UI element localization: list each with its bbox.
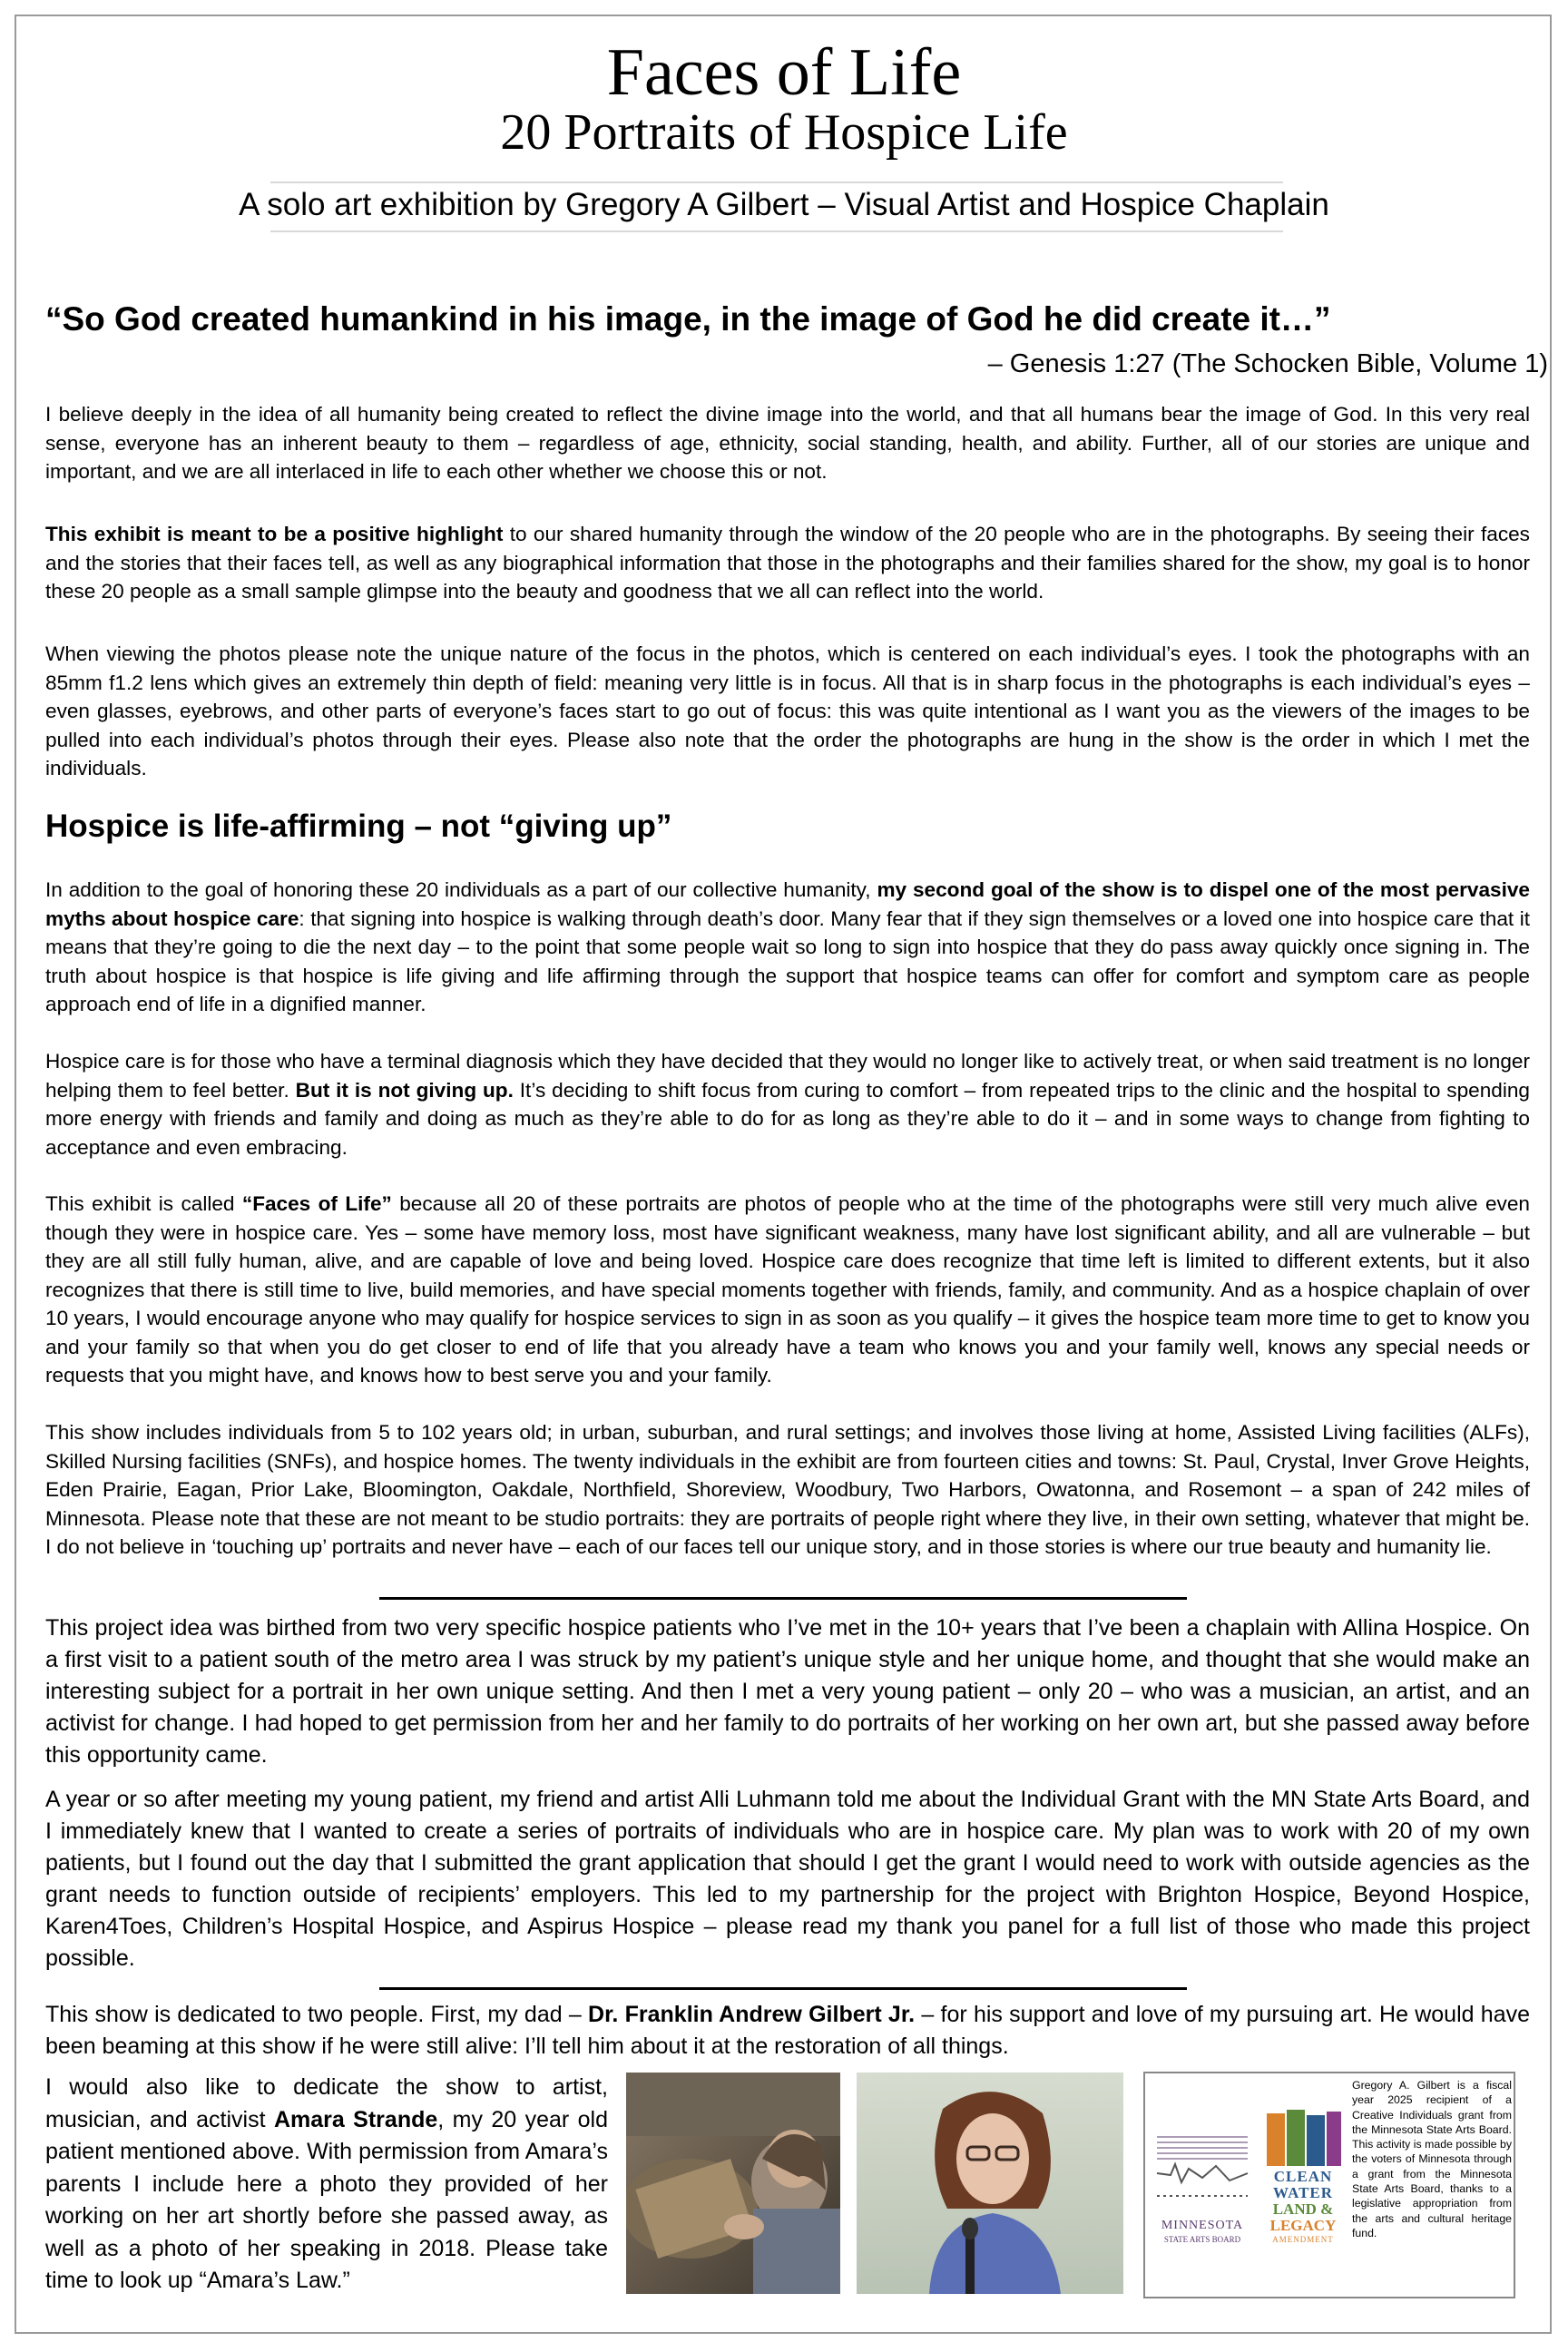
ded2-b: , my 20 year old patient mentioned above. With permission from Amara’s parents I include here a photo they provided of her working on her art shortly before she passed away, as well as a photo of her speaking in 2018. Please take time to look up “Amara’s Law.”	[45, 2106, 608, 2293]
legacy-line5: AMENDMENT	[1272, 2235, 1334, 2244]
s2p2-b: It’s deciding to shift focus from curing to comfort – from repeated trips to the clinic and the hospital to spending more energy with friends and family and doing as much as they’re able to do for as long as they’re able to do it – and in some ways to change from fighting to acceptance and even embracing.	[45, 1078, 1530, 1159]
dedication-paragraph-2	[45, 2072, 608, 2298]
ded2-bold: Amara Strande	[273, 2106, 438, 2132]
dedication-paragraph-1	[45, 1999, 1530, 2063]
s2p2-a: Hospice care is for those who have a terminal diagnosis which they have decided that they would no longer like to actively treat, or when said treatment is no longer helping them to feel better.	[45, 1050, 1530, 1102]
s2p2-bold: But it is not giving up.	[295, 1078, 514, 1102]
s2p3-b: because all 20 of these portraits are photos of people who at the time of the photographs were still very much alive even though they were in hospice care. Yes – some have memory loss, most have significant weakness, many have lost significant ability, and all are vulnerable – but they are all still fully human, alive, and are capable of love and being loved. Hospice care does recognize that time left is limited to different extents, but it also recognizes that there is still time to live, build memories, and have special moments together with friends, family, and community. And as a hospice chaplain of over 10 years, I would encourage anyone who may qualify for hospice services to sign in as soon as you qualify – it gives the hospice team more time to get to know you and your family so that when you do get closer to end of life that you already have a team who knows you and your family well, knows any special needs or requests that you might have, and knows how to best serve you and your family.	[45, 1192, 1530, 1387]
intro-highlight: This exhibit is meant to be a positive highlight	[45, 523, 504, 545]
section2-paragraph-4: This show includes individuals from 5 to 102 years old; in urban, suburban, and rural settings; and involves those living at home, Assisted Living facilities (ALFs), Skilled Nursing facilities (SNFs), and hospice homes. The twenty individuals in the exhibit are from fourteen cities and towns: St. Paul, Crystal, Inver Grove Heights, Eden Prairie, Eagan, Prior Lake, Bloomington, Oakdale, Northfield, Shoreview, Woodbury, Two Harbors, Owatonna, and Rosemont – a span of 242 miles of Minnesota. Please note that these are not meant to be studio portraits: they are portraits of people right where they live, in their own setting, whatever that might be. I do not believe in ‘touching up’ portraits and never have – each of our faces tell our unique story, and in those stories is where our true beauty and humanity lie.	[45, 1421, 1530, 1558]
origin-paragraph-2: A year or so after meeting my young patient, my friend and artist Alli Luhmann told me about the Individual Grant with the MN State Arts Board, and I immediately knew that I wanted to create a series of portraits of individuals who are in hospice care. My plan was to work with 20 of my own patients, but I found out the day that I submitted the grant application that should I get the grant I would need to work with outside agencies as the grant needs to function outside of recipients’ employers. This led to my partnership for the project with Brighton Hospice, Beyond Hospice, Karen4Toes, Children’s Hospital Hospice, and Aspirus Hospice – please read my thank you panel for a full list of those who made this project possible.	[45, 1787, 1530, 1971]
section-divider-1	[379, 1597, 1187, 1600]
legacy-line2: WATER	[1272, 2184, 1334, 2201]
subtitle-rule-top	[270, 181, 1283, 183]
page-subtitle: 20 Portraits of Hospice Life	[500, 104, 1068, 161]
legacy-line3: LAND &	[1272, 2200, 1334, 2218]
s2p1-b: : that signing into hospice is walking through death’s door. Many fear that if they sign themselves or a loved one into hospice care that it means that they’re going to die the next day – to the point that some people wait so long to sign into hospice that they do pass away quickly once signing in. The truth about hospice is that hospice is life giving and life affirming through the support that hospice teams can offer for comfort and symptom care as people approach end of life in a dignified manner.	[45, 906, 1530, 1015]
photo-amara-speaking	[857, 2073, 1123, 2294]
epigraph-source: – Genesis 1:27 (The Schocken Bible, Volume 1)	[987, 349, 1548, 378]
msab-line2: STATE ARTS BOARD	[1163, 2235, 1241, 2244]
intro-paragraph-2-text: to our shared humanity through the window of the 20 people who are in the photographs. By seeing their faces and the stories that their faces tell, as well as any biographical information that those in the photographs and their families shared for the show, my goal is to honor these 20 people as a small sample glimpse into the beauty and goodness that we all can reflect into the world.	[45, 523, 1530, 603]
section-heading-hospice: Hospice is life-affirming – not “giving up”	[45, 808, 672, 844]
s2p3-bold: “Faces of Life”	[241, 1192, 392, 1215]
page-title: Faces of Life	[606, 35, 962, 110]
section2-paragraph-3	[45, 1190, 1530, 1390]
photo-amara-working	[626, 2073, 840, 2294]
origin-paragraph-1: This project idea was birthed from two very specific hospice patients who I’ve met in the 10+ years that I’ve been a chaplain with Allina Hospice. On a first visit to a patient south of the metro area I was struck by my patient’s unique style and her unique home, and thought that she would make an interesting subject for a portrait in her own unique setting. And then I met a very young patient – only 20 – who was a musician, an artist, and an activist for change. I had hoped to get permission from her and her family to do portraits of her working on her own art, but she passed away before this opportunity came.	[45, 1615, 1530, 1768]
legacy-amendment-logo	[1259, 2110, 1347, 2273]
section2-paragraph-1	[45, 876, 1530, 1019]
grant-logos-box	[1143, 2072, 1515, 2298]
intro-paragraph-1: I believe deeply in the idea of all humanity being created to reflect the divine image into the world, and that all humans bear the image of God. In this very real sense, everyone has an inherent beauty to them – regardless of age, ethnicity, social standing, health, and ability. Further, all of our stories are unique and important, and we are all interlaced in life to each other whether we choose this or not.	[45, 403, 1530, 483]
legacy-line4: LEGACY	[1269, 2217, 1337, 2234]
msab-line1: MINNESOTA	[1161, 2219, 1244, 2232]
legacy-line1: CLEAN	[1273, 2168, 1333, 2185]
s2p3-a: This exhibit is called	[45, 1192, 242, 1215]
grant-note: Gregory A. Gilbert is a fiscal year 2025 recipient of a Creative Individuals grant from the Minnesota State Arts Board. This activity is made possible by the voters of Minnesota through a grant from the Minnesota State Arts Board, thanks to a legislative appropriation from the arts and cultural heritage fund.	[1352, 2079, 1512, 2239]
s2p1-bold: my second goal of the show is to dispel one of the most pervasive myths about hospice care	[45, 878, 1530, 930]
byline: A solo art exhibition by Gregory A Gilbert – Visual Artist and Hospice Chaplain	[239, 187, 1329, 222]
section-divider-2	[379, 1987, 1187, 1990]
epigraph-quote: “So God created humankind in his image, in the image of God he did create it…”	[45, 300, 1331, 338]
intro-paragraph-2	[45, 520, 1530, 606]
intro-paragraph-3: When viewing the photos please note the unique nature of the focus in the photos, which is centered on each individual’s eyes. I took the photographs with an 85mm f1.2 lens which gives an extremely thin depth of field: meaning very little is in focus. All that is in sharp focus in the photographs is each individual’s eyes – even glasses, eyebrows, and other parts of everyone’s faces start to go out of focus: this was quite intentional as I want you as the viewers of the images to be pulled into each individual’s photos through their eyes. Please also note that the order the photographs are hung in the show is the order in which I met the individuals.	[45, 642, 1530, 779]
s2p1-a: In addition to the goal of honoring these 20 individuals as a part of our collective humanity,	[45, 878, 877, 901]
ded2-a: I would also like to dedicate the show to artist, musician, and activist	[45, 2074, 608, 2132]
msab-logo	[1152, 2110, 1252, 2264]
ded1-b: – for his support and love of my pursuing art. He would have been beaming at this show if he were still alive: I’ll tell him about it at the restoration of all things.	[45, 2002, 1530, 2059]
ded1-bold: Dr. Franklin Andrew Gilbert Jr.	[588, 2002, 916, 2027]
ded1-a: This show is dedicated to two people. First, my dad –	[45, 2002, 589, 2027]
section2-paragraph-2	[45, 1047, 1530, 1161]
subtitle-rule-bottom	[270, 230, 1283, 232]
